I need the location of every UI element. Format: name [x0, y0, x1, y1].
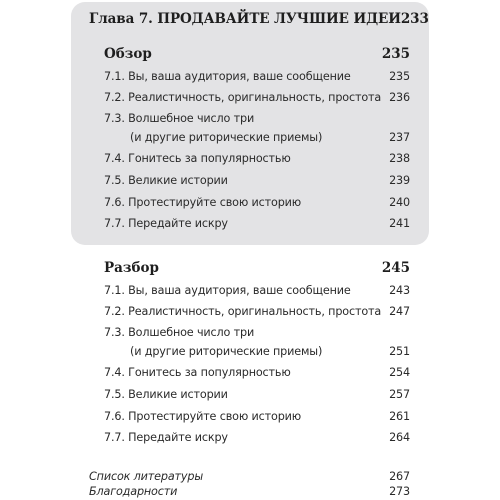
entry-title: 7.2. Реалистичность, оригинальность, простота: [104, 305, 382, 318]
chapter-title: Глава 7. ПРОДАВАЙТЕ ЛУЧШИЕ ИДЕИ: [89, 11, 401, 27]
entry-title: 7.1. Вы, ваша аудитория, ваше сообщение: [104, 284, 351, 297]
toc-entry[interactable]: [104, 91, 410, 104]
toc-entry[interactable]: [104, 305, 410, 318]
entry-title: 7.4. Гонитесь за популярностью: [104, 152, 291, 165]
entry-page: 261: [389, 410, 410, 423]
toc-entry[interactable]: [104, 152, 410, 165]
entry-title: 7.1. Вы, ваша аудитория, ваше сообщение: [104, 70, 351, 83]
toc-entry[interactable]: [104, 410, 410, 423]
entry-page: 257: [389, 388, 410, 401]
entry-page: 254: [389, 366, 410, 379]
toc-entry[interactable]: [104, 284, 410, 297]
entry-page: 247: [389, 305, 410, 318]
entry-title: 7.3. Волшебное число три: [104, 112, 255, 125]
toc-entry[interactable]: [104, 431, 410, 444]
entry-title: 7.3. Волшебное число три: [104, 326, 255, 339]
toc-entry[interactable]: [104, 196, 410, 209]
entry-page: 236: [389, 91, 410, 104]
entry-page: 235: [389, 70, 410, 83]
entry-title: 7.7. Передайте искру: [104, 217, 228, 230]
entry-title: 7.5. Великие истории: [104, 388, 228, 401]
entry-page: 241: [389, 217, 410, 230]
entry-title: 7.4. Гонитесь за популярностью: [104, 366, 291, 379]
toc-entry[interactable]: [104, 366, 410, 379]
entry-page: 239: [389, 174, 410, 187]
toc-entry-continuation[interactable]: [104, 345, 410, 358]
entry-page: 273: [389, 485, 410, 498]
toc-entry[interactable]: [104, 388, 410, 401]
toc-entry[interactable]: [104, 70, 410, 83]
entry-title: 7.7. Передайте искру: [104, 431, 228, 444]
section-title: Обзор: [104, 46, 152, 62]
entry-page: 243: [389, 284, 410, 297]
section-title: Разбор: [104, 260, 159, 276]
entry-page: 240: [389, 196, 410, 209]
entry-title: (и другие риторические приемы): [130, 345, 323, 358]
section-page: 235: [381, 46, 410, 62]
toc-entry-continuation[interactable]: [104, 131, 410, 144]
chapter-heading[interactable]: [89, 11, 429, 27]
entry-page: 264: [389, 431, 410, 444]
entry-page: 237: [389, 131, 410, 144]
toc-entry[interactable]: [104, 174, 410, 187]
section-page: 245: [381, 260, 410, 276]
entry-page: 267: [389, 470, 410, 483]
toc-entry[interactable]: [104, 326, 410, 339]
entry-title: 7.6. Протестируйте свою историю: [104, 410, 302, 423]
end-matter-entry-bibliography[interactable]: [89, 470, 410, 483]
section-heading-breakdown[interactable]: [104, 260, 410, 276]
end-matter-entry-acknowledgements[interactable]: [89, 485, 410, 498]
entry-title: 7.5. Великие истории: [104, 174, 228, 187]
toc-entry[interactable]: [104, 112, 410, 125]
entry-title: 7.2. Реалистичность, оригинальность, простота: [104, 91, 382, 104]
entry-page: 251: [389, 345, 410, 358]
entry-page: 238: [389, 152, 410, 165]
chapter-page: 233: [400, 11, 429, 27]
entry-title: Список литературы: [89, 470, 204, 483]
toc-entry[interactable]: [104, 217, 410, 230]
entry-title: 7.6. Протестируйте свою историю: [104, 196, 302, 209]
section-heading-overview[interactable]: [104, 46, 410, 62]
entry-title: (и другие риторические приемы): [130, 131, 323, 144]
entry-title: Благодарности: [89, 485, 178, 498]
